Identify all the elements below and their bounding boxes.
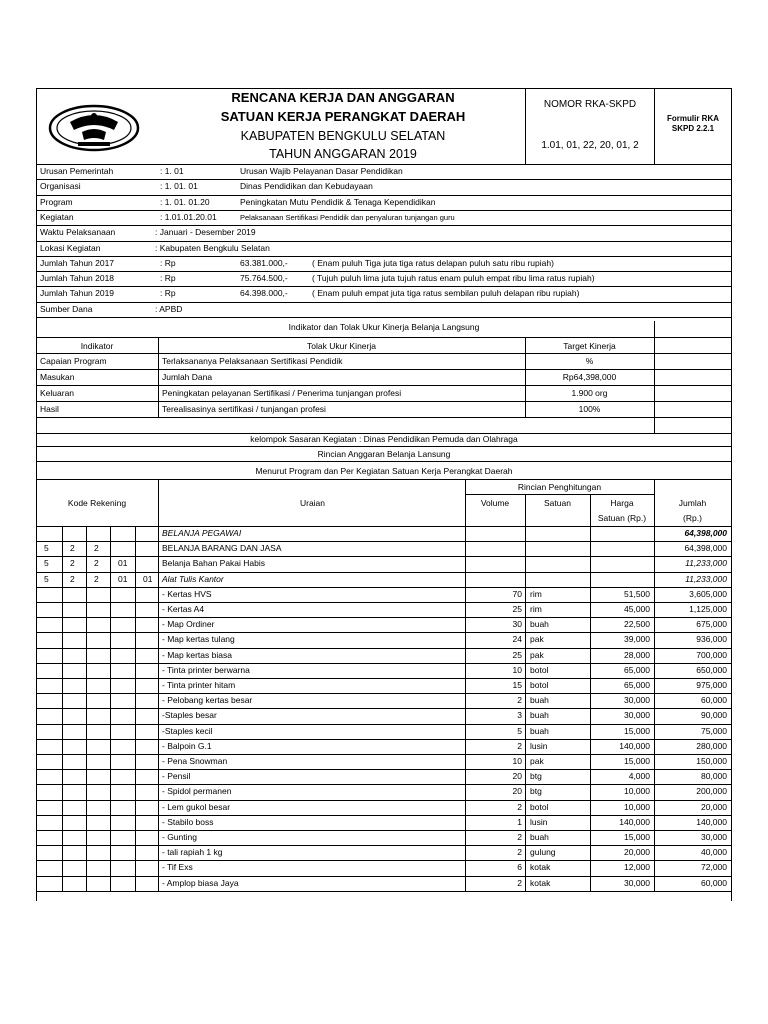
uraian-cell: - Tif Exs	[162, 862, 193, 872]
row-divider	[36, 210, 732, 211]
kode-rekening-cell: 01	[118, 558, 128, 568]
volume-cell: 24	[512, 634, 522, 644]
volume-cell: 6	[517, 862, 522, 872]
column-divider	[135, 526, 136, 891]
satuan-cell: pak	[530, 650, 544, 660]
jumlah-cell: 975,000	[696, 680, 727, 690]
row-divider	[36, 739, 732, 740]
row-divider	[36, 860, 732, 861]
jumlah-cell: 3,605,000	[689, 589, 727, 599]
uraian-cell: - Pensil	[162, 771, 191, 781]
tolak-ukur-header: Tolak Ukur Kinerja	[307, 341, 376, 351]
doc-title-2: SATUAN KERJA PERANGKAT DAERAH	[220, 109, 466, 124]
volume-cell: 2	[517, 695, 522, 705]
volume-cell: 2	[517, 802, 522, 812]
volume-cell: 15	[512, 680, 522, 690]
harga-cell: 51,500	[624, 589, 650, 599]
satuan-cell: gulung	[530, 847, 556, 857]
volume-header: Volume	[480, 498, 510, 508]
uraian-cell: - Amplop biasa Jaya	[162, 878, 239, 888]
target-cell: Rp64,398,000	[562, 372, 617, 382]
harga-header-line2: Satuan (Rp.)	[597, 513, 647, 523]
jumlah-cell: 90,000	[701, 710, 727, 720]
satuan-cell: lusin	[530, 817, 548, 827]
volume-cell: 2	[517, 741, 522, 751]
row-divider	[36, 179, 732, 180]
row-divider	[36, 286, 732, 287]
row-divider	[36, 225, 732, 226]
volume-cell: 5	[517, 726, 522, 736]
harga-cell: 30,000	[624, 878, 650, 888]
satuan-cell: kotak	[530, 878, 551, 888]
row-divider	[36, 541, 732, 542]
volume-cell: 20	[512, 771, 522, 781]
satuan-cell: btg	[530, 771, 542, 781]
uraian-cell: -Staples besar	[162, 710, 217, 720]
row-divider	[36, 572, 732, 573]
row-divider	[36, 256, 732, 257]
info-amount-words: ( Enam puluh empat juta tiga ratus sembilan puluh delapan ribu rupiah)	[312, 288, 580, 298]
kode-rekening-cell: 2	[70, 543, 75, 553]
volume-cell: 1	[517, 817, 522, 827]
kode-rekening-cell: 2	[70, 558, 75, 568]
volume-cell: 70	[512, 589, 522, 599]
jumlah-cell: 280,000	[696, 741, 727, 751]
column-divider	[110, 526, 111, 891]
satuan-cell: botol	[530, 802, 549, 812]
satuan-cell: buah	[530, 832, 549, 842]
row-divider	[36, 587, 732, 588]
satuan-cell: btg	[530, 786, 542, 796]
kode-rekening-cell: 2	[94, 574, 99, 584]
nomor-label: NOMOR RKA-SKPD	[543, 99, 637, 110]
info-label: Program	[40, 197, 73, 207]
uraian-cell: - Balpoin G.1	[162, 741, 212, 751]
row-divider	[36, 241, 732, 242]
volume-cell: 20	[512, 786, 522, 796]
jumlah-cell: 1,125,000	[689, 604, 727, 614]
emblem-logo-icon	[48, 104, 140, 152]
satuan-cell: rim	[530, 604, 542, 614]
satuan-cell: pak	[530, 756, 544, 766]
satuan-cell: botol	[530, 665, 549, 675]
info-desc: Peningkatan Mutu Pendidik & Tenaga Kependidikan	[240, 197, 436, 207]
info-desc: Pelaksanaan Sertifikasi Pendidik dan penyaluran tunjangan guru	[240, 213, 455, 222]
indicator-cell: Keluaran	[40, 388, 75, 398]
harga-cell: 45,000	[624, 604, 650, 614]
row-divider	[36, 754, 732, 755]
uraian-cell: - Map kertas tulang	[162, 634, 235, 644]
harga-cell: 15,000	[624, 726, 650, 736]
indicator-cell: Capaian Program	[40, 356, 107, 366]
kode-rekening-cell: 01	[143, 574, 153, 584]
target-cell: %	[585, 356, 594, 366]
jumlah-cell: 60,000	[701, 695, 727, 705]
harga-cell: 28,000	[624, 650, 650, 660]
harga-header-line1: Harga	[610, 498, 634, 508]
row-divider	[36, 526, 732, 527]
info-label: Jumlah Tahun 2019	[40, 288, 115, 298]
uraian-cell: -Staples kecil	[162, 726, 213, 736]
harga-cell: 140,000	[619, 741, 650, 751]
jumlah-cell: 40,000	[701, 847, 727, 857]
kode-rekening-cell: 2	[94, 543, 99, 553]
row-divider	[36, 648, 732, 649]
doc-year: TAHUN ANGGARAN 2019	[269, 147, 417, 161]
satuan-cell: lusin	[530, 741, 548, 751]
harga-cell: 10,000	[624, 786, 650, 796]
volume-cell: 25	[512, 650, 522, 660]
row-divider	[36, 401, 732, 402]
uraian-cell: - Tinta printer hitam	[162, 680, 236, 690]
uraian-cell: - Lem gukol besar	[162, 802, 231, 812]
info-label: Kegiatan	[40, 212, 74, 222]
uraian-cell: BELANJA PEGAWAI	[162, 528, 242, 538]
uraian-cell: Belanja Bahan Pakai Habis	[162, 558, 266, 568]
column-divider	[525, 337, 526, 417]
rincian-header: Rincian Penghitungan	[517, 482, 602, 492]
harga-cell: 12,000	[624, 862, 650, 872]
row-divider	[36, 385, 732, 386]
info-amount: 63.381.000,-	[240, 258, 288, 268]
info-label: Organisasi	[40, 181, 81, 191]
nomor-value: 1.01, 01, 22, 20, 01, 2	[541, 140, 639, 151]
uraian-cell: - Gunting	[162, 832, 197, 842]
row-divider	[36, 891, 732, 892]
harga-cell: 65,000	[624, 665, 650, 675]
jumlah-cell: 64,398,000	[684, 543, 727, 553]
row-divider	[465, 494, 654, 495]
uraian-cell: - Tinta printer berwarna	[162, 665, 250, 675]
satuan-cell: botol	[530, 680, 549, 690]
row-divider	[36, 769, 732, 770]
volume-cell: 2	[517, 847, 522, 857]
info-label: Sumber Dana	[40, 304, 93, 314]
tolak-ukur-cell: Jumlah Dana	[162, 372, 213, 382]
jumlah-cell: 200,000	[696, 786, 727, 796]
row-divider	[36, 693, 732, 694]
harga-cell: 4,000	[628, 771, 650, 781]
row-divider	[36, 678, 732, 679]
kode-rekening-cell: 5	[44, 558, 49, 568]
volume-cell: 25	[512, 604, 522, 614]
info-amount-words: ( Tujuh puluh lima juta tujuh ratus enam puluh empat ribu lima ratus rupiah)	[312, 273, 595, 283]
uraian-cell: - Kertas HVS	[162, 589, 212, 599]
harga-cell: 20,000	[624, 847, 650, 857]
jumlah-cell: 75,000	[701, 726, 727, 736]
info-label: Waktu Pelaksanaan	[40, 227, 116, 237]
row-divider	[36, 845, 732, 846]
doc-region: KABUPATEN BENGKULU SELATAN	[240, 129, 446, 143]
info-desc: Dinas Pendidikan dan Kebudayaan	[240, 181, 373, 191]
row-divider	[36, 830, 732, 831]
row-divider	[36, 417, 732, 418]
row-divider	[36, 617, 732, 618]
column-divider	[590, 494, 591, 891]
rincian-subtitle: Menurut Program dan Per Kegiatan Satuan Kerja Perangkat Daerah	[255, 466, 513, 476]
info-code: : 1. 01. 01.20	[160, 197, 210, 207]
rincian-title: Rincian Anggaran Belanja Lansung	[317, 449, 451, 459]
satuan-cell: buah	[530, 726, 549, 736]
row-divider	[36, 632, 732, 633]
row-divider	[36, 446, 732, 447]
satuan-cell: pak	[530, 634, 544, 644]
indicator-header: Indikator	[80, 341, 114, 351]
row-divider	[36, 195, 732, 196]
info-amount: 75.764.500,-	[240, 273, 288, 283]
info-rp: : Rp	[160, 273, 176, 283]
row-divider	[36, 479, 732, 480]
info-value: : Kabupaten Bengkulu Selatan	[155, 243, 270, 253]
uraian-cell: - Kertas A4	[162, 604, 205, 614]
satuan-header: Satuan	[544, 498, 571, 508]
row-divider	[36, 302, 732, 303]
info-rp: : Rp	[160, 288, 176, 298]
row-divider	[36, 337, 732, 338]
tolak-ukur-cell: Terlaksananya Pelaksanaan Sertifikasi Pendidik	[162, 356, 343, 366]
harga-cell: 30,000	[624, 695, 650, 705]
harga-cell: 10,000	[624, 802, 650, 812]
satuan-cell: buah	[530, 710, 549, 720]
info-value: : APBD	[155, 304, 183, 314]
kode-rekening-cell: 5	[44, 574, 49, 584]
column-divider	[465, 479, 466, 891]
column-divider	[525, 494, 526, 891]
satuan-cell: buah	[530, 695, 549, 705]
harga-cell: 22,500	[624, 619, 650, 629]
info-label: Jumlah Tahun 2018	[40, 273, 115, 283]
indicator-cell: Masukan	[40, 372, 75, 382]
form-code-line1: Formulir RKA	[667, 114, 719, 123]
volume-cell: 3	[517, 710, 522, 720]
uraian-cell: - Stabilo boss	[162, 817, 214, 827]
harga-cell: 30,000	[624, 710, 650, 720]
jumlah-cell: 700,000	[696, 650, 727, 660]
kode-rekening-header: Kode Rekening	[67, 498, 127, 508]
jumlah-cell: 936,000	[696, 634, 727, 644]
column-divider	[654, 321, 655, 433]
jumlah-cell: 675,000	[696, 619, 727, 629]
info-label: Lokasi Kegiatan	[40, 243, 101, 253]
target-cell: 1.900 org	[571, 388, 608, 398]
row-divider	[36, 663, 732, 664]
harga-cell: 15,000	[624, 832, 650, 842]
kode-rekening-cell: 01	[118, 574, 128, 584]
info-label: Jumlah Tahun 2017	[40, 258, 115, 268]
column-divider	[158, 479, 159, 891]
info-amount-words: ( Enam puluh Tiga juta tiga ratus delapan puluh satu ribu rupiah)	[312, 258, 554, 268]
satuan-cell: buah	[530, 619, 549, 629]
jumlah-cell: 80,000	[701, 771, 727, 781]
kode-rekening-cell: 5	[44, 543, 49, 553]
row-divider	[36, 815, 732, 816]
volume-cell: 10	[512, 756, 522, 766]
column-divider	[86, 526, 87, 891]
uraian-cell: - Pelobang kertas besar	[162, 695, 253, 705]
uraian-header: Uraian	[299, 498, 326, 508]
satuan-cell: kotak	[530, 862, 551, 872]
row-divider	[36, 708, 732, 709]
jumlah-cell: 30,000	[701, 832, 727, 842]
jumlah-cell: 11,233,000	[685, 558, 727, 568]
volume-cell: 2	[517, 878, 522, 888]
jumlah-cell: 72,000	[701, 862, 727, 872]
tolak-ukur-cell: Terealisasinya sertifikasi / tunjangan profesi	[162, 404, 326, 414]
row-divider	[36, 353, 732, 354]
jumlah-header-line1: Jumlah	[678, 498, 707, 508]
uraian-cell: - tali rapiah 1 kg	[162, 847, 223, 857]
info-code: : 1.01.01.20.01	[160, 212, 217, 222]
jumlah-cell: 20,000	[701, 802, 727, 812]
row-divider	[36, 724, 732, 725]
row-divider	[36, 461, 732, 462]
row-divider	[36, 876, 732, 877]
uraian-cell: - Spidol permanen	[162, 786, 232, 796]
volume-cell: 30	[512, 619, 522, 629]
column-divider	[158, 337, 159, 417]
uraian-cell: - Map Ordiner	[162, 619, 215, 629]
jumlah-cell: 11,233,000	[685, 574, 727, 584]
uraian-cell: BELANJA BARANG DAN JASA	[162, 543, 282, 553]
info-label: Urusan Pemerintah	[40, 166, 114, 176]
uraian-cell: - Map kertas biasa	[162, 650, 232, 660]
tolak-ukur-cell: Peningkatan pelayanan Sertifikasi / Penerima tunjangan profesi	[162, 388, 402, 398]
info-rp: : Rp	[160, 258, 176, 268]
satuan-cell: rim	[530, 589, 542, 599]
row-divider	[36, 784, 732, 785]
info-value: : Januari - Desember 2019	[155, 227, 256, 237]
row-divider	[36, 317, 732, 318]
jumlah-cell: 650,000	[696, 665, 727, 675]
jumlah-header-line2: (Rp.)	[683, 513, 702, 523]
volume-cell: 2	[517, 832, 522, 842]
row-divider	[36, 602, 732, 603]
info-code: : 1. 01	[160, 166, 184, 176]
info-code: : 1. 01. 01	[160, 181, 198, 191]
harga-cell: 39,000	[624, 634, 650, 644]
target-header: Target Kinerja	[563, 341, 616, 351]
doc-title-1: RENCANA KERJA DAN ANGGARAN	[231, 90, 455, 105]
kode-rekening-cell: 2	[94, 558, 99, 568]
volume-cell: 10	[512, 665, 522, 675]
indicator-cell: Hasil	[40, 404, 59, 414]
column-divider	[62, 526, 63, 891]
form-code-line2: SKPD 2.2.1	[671, 124, 715, 133]
row-divider	[36, 556, 732, 557]
harga-cell: 140,000	[619, 817, 650, 827]
jumlah-cell: 60,000	[701, 878, 727, 888]
row-divider	[36, 369, 732, 370]
info-desc: Urusan Wajib Pelayanan Dasar Pendidikan	[240, 166, 403, 176]
harga-cell: 15,000	[624, 756, 650, 766]
row-divider	[36, 800, 732, 801]
info-amount: 64.398.000,-	[240, 288, 288, 298]
uraian-cell: - Pena Snowman	[162, 756, 228, 766]
kode-rekening-cell: 2	[70, 574, 75, 584]
jumlah-cell: 140,000	[696, 817, 727, 827]
group-title: kelompok Sasaran Kegiatan : Dinas Pendidikan Pemuda dan Olahraga	[250, 434, 518, 444]
row-divider	[36, 271, 732, 272]
jumlah-cell: 64,398,000	[684, 528, 727, 538]
jumlah-cell: 150,000	[696, 756, 727, 766]
indicator-title: Indikator dan Tolak Ukur Kinerja Belanja Langsung	[288, 322, 480, 332]
harga-cell: 65,000	[624, 680, 650, 690]
column-divider	[654, 479, 655, 891]
target-cell: 100%	[578, 404, 601, 414]
uraian-cell: Alat Tulis Kantor	[162, 574, 224, 584]
